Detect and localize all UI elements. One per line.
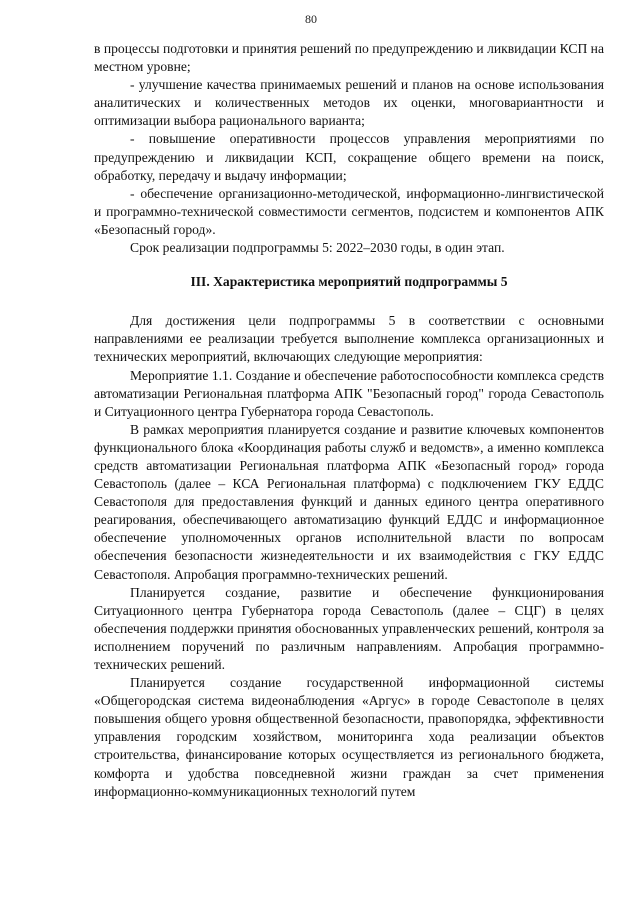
list-item: - обеспечение организационно-методической, информационно-лингвистической и программно-технической совместимости сегментов, подсистем и компонентов АПК «Безопасный город». [94, 185, 604, 237]
list-item: - улучшение качества принимаемых решений и планов на основе использования аналитических и количественных методов их оценки, многовариантности и оптимизации выбора рационального варианта; [94, 77, 604, 129]
paragraph: В рамках мероприятия планируется создание и развитие ключевых компонентов функционального блока «Координация работы служб и ведомств», а именно комплекса средств автоматизации Региональная платформа АПК «Безопасный город» города Севастополь (далее – КСА Региональная платформа) с подключением ГКУ ЕДДС Севастополя для предоставления функций и данных единого центра оперативного реагирования, обеспечивающего автоматизацию функций ЕДДС и информационное обеспечение уполномоченных органов исполнительной власти по вопросам обеспечения безопасности жизнедеятельности и их взаимодействия с ГКУ ЕДДС Севастополя. Апробация программно-технических решений. [94, 421, 604, 582]
paragraph: Мероприятие 1.1. Создание и обеспечение работоспособности комплекса средств автоматизации Региональная платформа АПК "Безопасный город" города Севастополь и Ситуационного центра Губернатора города Севастополь. [94, 367, 604, 419]
paragraph: Для достижения цели подпрограммы 5 в соответствии с основными направлениями ее реализации требуется выполнение комплекса организационных и технических мероприятий, включающих следующие мероприятия: [94, 313, 604, 365]
paragraph: Срок реализации подпрограммы 5: 2022–2030 годы, в один этап. [130, 240, 505, 256]
document-body [94, 40, 604, 801]
paragraph: Планируется создание государственной информационной системы «Общегородская система видеонаблюдения «Аргус» в городе Севастополе в целях повышения общего уровня общественной безопасности, правопорядка, эффективности управления городским хозяйством, мониторинга хода реализации объектов строительства, финансирование которых осуществляется из регионального бюджета, комфорта и удобства повседневной жизни граждан за счет применения информационно-коммуникационных технологий путем [94, 675, 604, 799]
section-heading: III. Характеристика мероприятий подпрограммы 5 [190, 274, 508, 290]
page-number: 80 [305, 12, 317, 26]
paragraph: Планируется создание, развитие и обеспечение функционирования Ситуационного центра Губернатора города Севастополь (далее – СЦГ) в целях обеспечения поддержки принятия обоснованных управленческих решений, контроля за исполнением поручений по различным направлениям. Апробация программно-технических решений. [94, 584, 604, 672]
paragraph: в процессы подготовки и принятия решений по предупреждению и ликвидации КСП на местном уровне; [94, 41, 604, 75]
list-item: - повышение оперативности процессов управления мероприятиями по предупреждению и ликвидации КСП, сокращение общего времени на поиск, обработку, передачу и выдачу информации; [94, 131, 604, 183]
